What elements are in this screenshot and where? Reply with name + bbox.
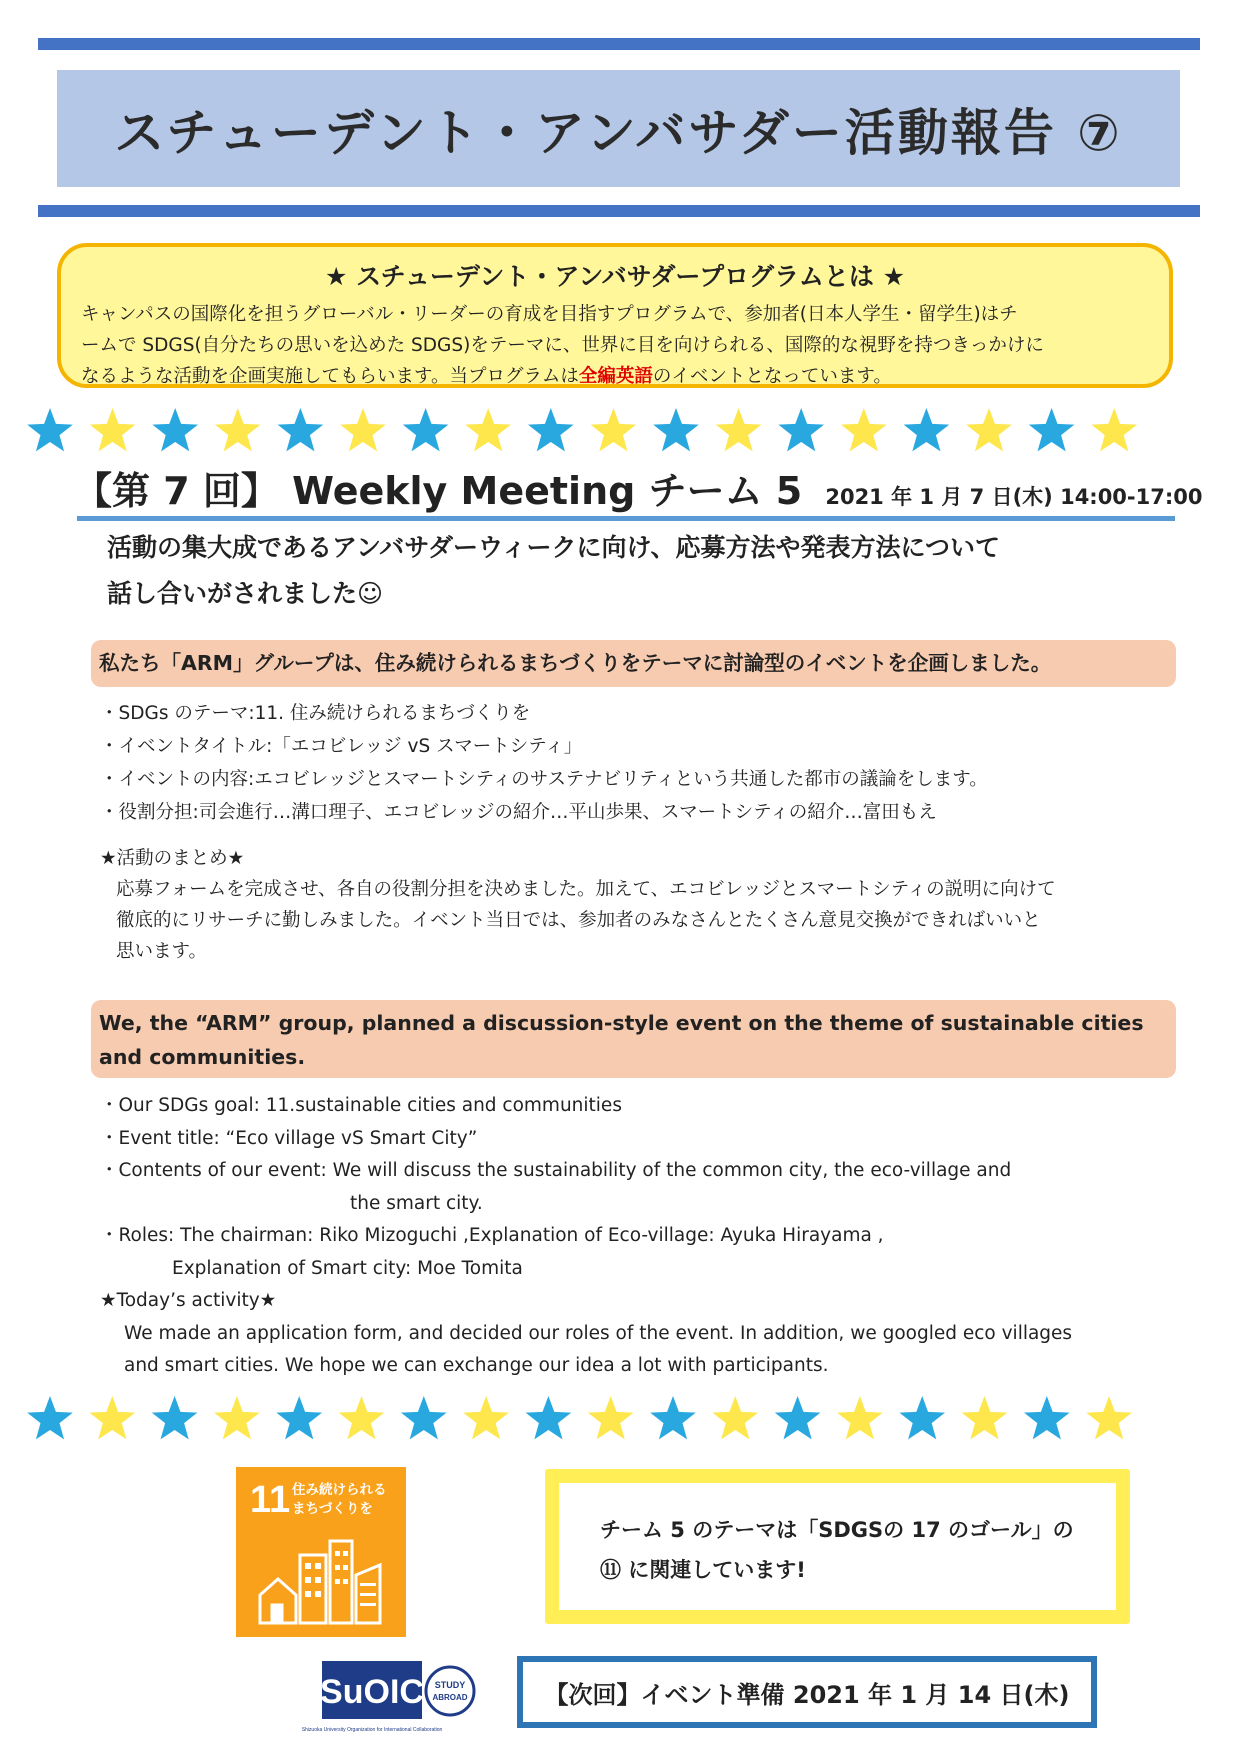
blue-star-icon [904, 408, 950, 451]
jp-summary [100, 843, 1180, 967]
en-activity-line-1: We made an application form, and decided our roles of the event. In addition, we googled eco villages [124, 1322, 1073, 1344]
blue-star-icon [775, 1396, 821, 1439]
en-activity-heading: ★Today’s activity★ [100, 1290, 277, 1311]
yellow-star-icon [90, 1396, 136, 1439]
next-meeting-label: 【次回】イベント準備 2021 年 1 月 14 日(木) [544, 1680, 1070, 1709]
intro-line-3-post: のイベントとなっています。 [652, 366, 892, 387]
meeting-title: 【第 7 回】 Weekly Meeting チーム 5 [74, 469, 803, 513]
yellow-star-icon [588, 1396, 634, 1439]
intro-line-3 [81, 361, 1149, 392]
lead-line-2: 話し合いがされました☺ [107, 579, 384, 608]
blue-star-icon [27, 408, 73, 451]
jp-theme-band [91, 640, 1176, 687]
en-item-content: ・Contents of our event: We will discuss the sustainability of the common city, the eco-village and [100, 1160, 1012, 1181]
suoic-logo [301, 1657, 477, 1737]
en-theme-band [91, 1000, 1176, 1078]
en-item-content-cont: the smart city. [350, 1192, 483, 1214]
sdg-number: 11 [250, 1479, 291, 1521]
blue-star-icon [27, 1396, 73, 1439]
title-banner [57, 70, 1180, 187]
yellow-star-icon [837, 1396, 883, 1439]
jp-item-content: ・イベントの内容:エコビレッジとスマートシティのサステナビリティという共通した都市の議論をします。 [100, 769, 988, 790]
page-title: スチューデント・アンバサダー活動報告 ⑦ [114, 103, 1123, 162]
yellow-star-icon [214, 1396, 260, 1439]
en-item-title: ・Event title: “Eco village vS Smart City” [100, 1127, 478, 1149]
blue-star-icon [278, 408, 324, 451]
blue-star-icon [778, 408, 824, 451]
yellow-star-icon [465, 408, 511, 451]
program-intro-box [57, 243, 1173, 388]
blue-star-icon [403, 408, 449, 451]
svg-text:SuOIC: SuOIC [320, 1673, 424, 1711]
jp-summary-line-1: 応募フォームを完成させ、各自の役割分担を決めました。加えて、エコビレッジとスマートシティの説明に向けて [116, 879, 1056, 900]
intro-line-1: キャンパスの国際化を担うグローバル・リーダーの育成を目指すプログラムで、参加者(日本人学生・留学生)はチ [81, 304, 1018, 325]
jp-details-list [100, 697, 1180, 829]
blue-star-icon [650, 1396, 696, 1439]
star-divider-bottom [0, 1390, 1241, 1450]
yellow-star-icon [591, 408, 637, 451]
blue-star-icon [526, 1396, 572, 1439]
city-buildings-icon [256, 1535, 386, 1625]
blue-star-icon [152, 408, 198, 451]
yellow-star-icon [1091, 408, 1137, 451]
jp-item-title: ・イベントタイトル:「エコビレッジ vS スマートシティ」 [100, 736, 583, 757]
jp-item-roles: ・役割分担:司会進行…溝口理子、エコビレッジの紹介…平山歩果、スマートシティの紹介…富田もえ [100, 802, 937, 823]
suoic-logo-mark [301, 1657, 477, 1737]
meeting-date: 2021 年 1 月 7 日(木) 14:00-17:00 [825, 485, 1203, 509]
theme-note-text [600, 1510, 1100, 1590]
jp-summary-line-2: 徹底的にリサーチに勤しみました。イベント当日では、参加者のみなさんとたくさん意見交換ができればいいと [116, 910, 1041, 931]
jp-item-sdg: ・SDGs のテーマ:11. 住み続けられるまちづくりを [100, 703, 531, 724]
yellow-star-icon [90, 408, 136, 451]
star-divider-top [0, 402, 1241, 462]
yellow-star-icon [966, 408, 1012, 451]
blue-star-icon [1029, 408, 1075, 451]
meeting-heading [74, 460, 1202, 515]
yellow-star-icon [713, 1396, 759, 1439]
blue-star-icon [276, 1396, 322, 1439]
en-item-sdg: ・Our SDGs goal: 11.sustainable cities and communities [100, 1095, 622, 1116]
meeting-underline [77, 516, 1175, 521]
sdg-label-line-2: まちづくりを [292, 1501, 373, 1517]
next-meeting-box [517, 1656, 1097, 1728]
theme-note-line-2: ⑪ に関連しています! [600, 1558, 806, 1582]
full-english-highlight: 全編英語 [578, 366, 653, 387]
yellow-star-icon [716, 408, 762, 451]
lead-line-1: 活動の集大成であるアンバサダーウィークに向け、応募方法や発表方法について [107, 533, 1001, 562]
blue-star-icon [653, 408, 699, 451]
sdg-goal-11-tile [236, 1467, 406, 1637]
svg-text:Shizuoka University Organizati: Shizuoka University Organization for International Collaboration [301, 1727, 443, 1733]
blue-star-icon [528, 408, 574, 451]
blue-star-icon [152, 1396, 198, 1439]
sdg-label [292, 1481, 387, 1519]
theme-note-line-1: チーム 5 のテーマは「SDGSの 17 のゴール」の [600, 1518, 1074, 1542]
en-activity-line-2: and smart cities. We hope we can exchange our idea a lot with participants. [124, 1355, 829, 1376]
blue-star-icon [899, 1396, 945, 1439]
meeting-summary-lead [107, 525, 1187, 617]
jp-summary-line-3: 思います。 [116, 941, 208, 962]
title-bottom-rule [38, 205, 1200, 217]
en-details-list [100, 1090, 1180, 1383]
en-item-roles-cont: Explanation of Smart city: Moe Tomita [172, 1257, 523, 1279]
yellow-star-icon [841, 408, 887, 451]
program-intro-heading: ★ スチューデント・アンバサダープログラムとは ★ [325, 262, 905, 291]
en-theme-line-1: We, the “ARM” group, planned a discussion-style event on the theme of sustainable cities [99, 1011, 1144, 1035]
yellow-star-icon [1086, 1396, 1132, 1439]
program-intro-body [81, 299, 1149, 392]
svg-text:ABROAD: ABROAD [432, 1693, 468, 1702]
blue-star-icon [1024, 1396, 1070, 1439]
yellow-star-icon [339, 1396, 385, 1439]
jp-summary-heading: ★活動のまとめ★ [100, 848, 245, 869]
sdg-label-line-1: 住み続けられる [292, 1482, 387, 1498]
top-rule [38, 38, 1200, 50]
yellow-star-icon [463, 1396, 509, 1439]
yellow-star-icon [962, 1396, 1008, 1439]
svg-text:STUDY: STUDY [434, 1680, 466, 1690]
yellow-star-icon [340, 408, 386, 451]
yellow-star-icon [215, 408, 261, 451]
blue-star-icon [401, 1396, 447, 1439]
jp-theme-text: 私たち「ARM」グループは、住み続けられるまちづくりをテーマに討論型のイベントを企画しました。 [99, 651, 1052, 675]
en-item-roles: ・Roles: The chairman: Riko Mizoguchi ,Explanation of Eco-village: Ayuka Hirayama , [100, 1225, 884, 1246]
intro-line-3-pre: なるような活動を企画実施してもらいます。当プログラムは [81, 366, 579, 387]
en-theme-line-2: and communities. [99, 1045, 306, 1069]
intro-line-2: ームで SDGS(自分たちの思いを込めた SDGS)をテーマに、世界に目を向けられる、国際的な視野を持つきっかけに [81, 335, 1044, 356]
